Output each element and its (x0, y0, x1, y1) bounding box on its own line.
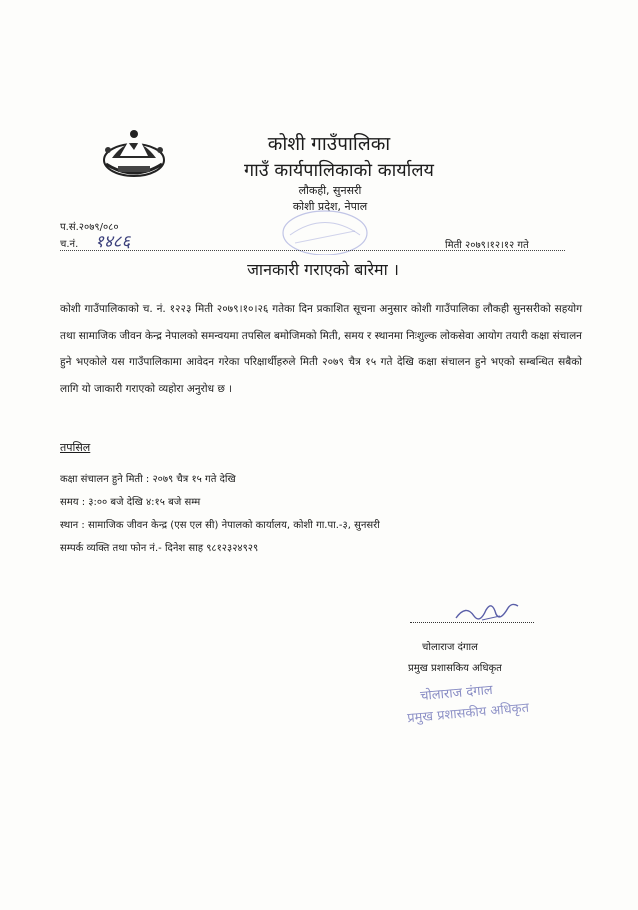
details-list (60, 468, 380, 560)
stamp-title: प्रमुख प्रशासकीय अधिकृत (406, 700, 530, 727)
detail-line: कक्षा संचालन हुने मिती : २०७९ चैत्र १५ गते देखि (60, 474, 236, 485)
letter-date: मिती २०७९।१२।१२ गते (445, 240, 529, 251)
address-line-2: कोशी प्रदेश, नेपाल (292, 200, 368, 213)
signatory-name: चोलाराज दंगाल (422, 642, 478, 653)
office-name: गाउँ कार्यपालिकाको कार्यालय (244, 160, 434, 181)
ps-number: प.सं.२०७९/०८० (60, 222, 119, 233)
detail-line: स्थान : सामाजिक जीवन केन्द्र (एस एल सी) नेपालको कार्यालय, कोशी गा.पा.-३, सुनसरी (60, 520, 380, 531)
chn-label: च.नं. (60, 239, 79, 250)
address-line-1: लौकही, सुनसरी (298, 184, 362, 197)
detail-line: सम्पर्क व्यक्ति तथा फोन नं.- दिनेश साह ९८१२३२४९२९ (60, 543, 259, 554)
signature-line (410, 622, 534, 623)
detail-line: समय : ३:०० बजे देखि ४:१५ बजे सम्म (60, 497, 201, 508)
body-paragraph: कोशी गाउँपालिकाको च. नं. १२२३ मिती २०७९।१०।२६ गतेका दिन प्रकाशित सूचना अनुसार कोशी गाउँपालिका लौकही सुनसरीको सहयोग तथा सामाजिक जीवन केन्द्र नेपालको समन्वयमा तपसिल बमोजिमको मिती, समय र स्थानमा निःशुल्क लोकसेवा आयोग तयारी कक्षा संचालन हुने भएकोले यस गाउँपालिकामा आवेदन गरेका परिक्षार्थीहरुले मिती २०७९ चैत्र १५ गते देखि कक्षा संचालन हुने भएको सम्बन्धित सबैको लागि यो जाकारी गराएको व्यहोरा अनुरोध छ । (60, 303, 583, 395)
org-name: कोशी गाउँपालिका (267, 133, 391, 155)
details-heading: तपसिल (60, 441, 91, 454)
stamp-name: चोलाराज दंगाल (419, 682, 494, 705)
chn-number-handwritten: १४८६ (95, 232, 131, 252)
subject-line: जानकारी गराएको बारेमा । (247, 260, 399, 279)
signatory-title: प्रमुख प्रशासकिय अधिकृत (408, 663, 502, 674)
